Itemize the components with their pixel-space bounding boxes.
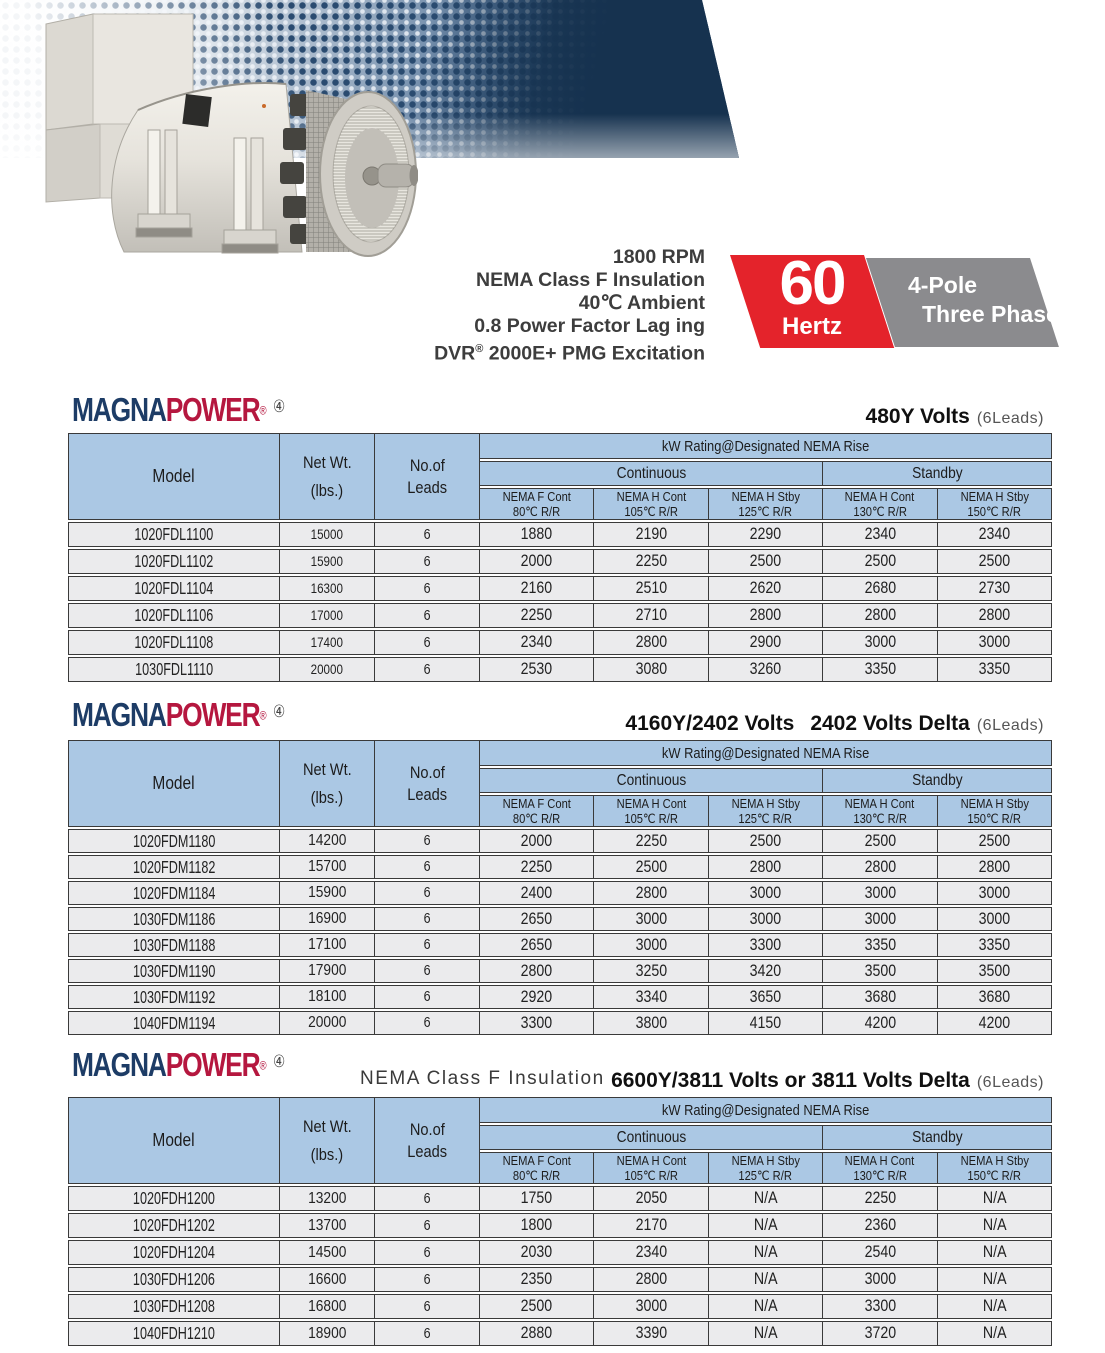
value-cell: 2880: [480, 1321, 594, 1346]
value-cell: 6: [375, 549, 480, 574]
value-cell: 14200: [280, 829, 375, 853]
leads-note: (6Leads): [976, 410, 1044, 427]
model-cell: 1020FDL1104: [68, 576, 280, 601]
table-title: 4160Y/2402 Volts 2402 Volts Delta (6Leads): [625, 712, 1044, 735]
value-cell: 6: [375, 657, 480, 682]
value-cell: 2350: [480, 1267, 594, 1292]
value-cell: 2160: [480, 576, 594, 601]
value-cell: 3350: [823, 657, 937, 682]
spec-line-insulation: NEMA Class F Insulation: [476, 269, 705, 291]
col-header-nema-h-stby-150: NEMA H Stby 150℃ R/R: [938, 795, 1052, 827]
model-cell: 1040FDH1210: [68, 1321, 280, 1346]
value-cell: 2030: [480, 1240, 594, 1265]
value-cell: 6: [375, 603, 480, 628]
table-title: 480Y Volts (6Leads): [865, 405, 1044, 428]
value-cell: 2800: [938, 855, 1052, 879]
value-cell: 2250: [594, 549, 708, 574]
value-cell: 15000: [280, 522, 375, 547]
col-header-net-weight: Net Wt. (lbs.): [280, 1097, 375, 1184]
value-cell: 2800: [594, 881, 708, 905]
col-header-leads: No.of Leads: [375, 740, 480, 827]
col-header-model: Model: [68, 433, 280, 520]
model-cell: 1020FDL1108: [68, 630, 280, 655]
model-cell: 1020FDL1106: [68, 603, 280, 628]
table-header: [68, 740, 1052, 827]
pole-phase-badge: [866, 258, 1059, 347]
value-cell: 20000: [280, 1011, 375, 1035]
value-cell: 3680: [938, 985, 1052, 1009]
value-cell: 3420: [709, 959, 823, 983]
value-cell: N/A: [938, 1267, 1052, 1292]
value-cell: 6: [375, 959, 480, 983]
value-cell: 3000: [594, 933, 708, 957]
table-title: 6600Y/3811 Volts or 3811 Volts Delta (6Leads): [611, 1069, 1044, 1092]
value-cell: 2900: [709, 630, 823, 655]
value-cell: 2500: [709, 829, 823, 853]
magnapower-logo: MAGNAPOWER® ④: [72, 1046, 286, 1083]
value-cell: 15900: [280, 881, 375, 905]
table-body: [68, 829, 1052, 1035]
col-header-nema-f-cont-80: NEMA F Cont 80℃ R/R: [480, 488, 594, 520]
col-header-kw-rating: kW Rating@Designated NEMA Rise: [480, 1097, 1052, 1123]
value-cell: 1750: [480, 1186, 594, 1211]
model-cell: 1030FDM1190: [68, 959, 280, 983]
value-cell: 16300: [280, 576, 375, 601]
value-cell: 2250: [480, 855, 594, 879]
value-cell: 3000: [938, 907, 1052, 931]
value-cell: 2620: [709, 576, 823, 601]
model-cell: 1020FDL1102: [68, 549, 280, 574]
value-cell: 2190: [594, 522, 708, 547]
hertz-unit: Hertz: [781, 313, 842, 340]
leads-note: (6Leads): [976, 717, 1044, 734]
model-cell: 1030FDL1110: [68, 657, 280, 682]
value-cell: 3000: [938, 630, 1052, 655]
value-cell: 20000: [280, 657, 375, 682]
value-cell: 16900: [280, 907, 375, 931]
value-cell: 2800: [709, 603, 823, 628]
col-header-leads: No.of Leads: [375, 433, 480, 520]
value-cell: 3500: [823, 959, 937, 983]
value-cell: 2500: [823, 829, 937, 853]
value-cell: 2680: [823, 576, 937, 601]
value-cell: 3300: [480, 1011, 594, 1035]
value-cell: 3000: [594, 1294, 708, 1319]
value-cell: 6: [375, 829, 480, 853]
table-body: [68, 522, 1052, 682]
value-cell: 3800: [594, 1011, 708, 1035]
value-cell: 2800: [823, 603, 937, 628]
value-cell: 6: [375, 1267, 480, 1292]
spec-line-rpm: 1800 RPM: [612, 246, 705, 268]
value-cell: 3720: [823, 1321, 937, 1346]
value-cell: 6: [375, 1011, 480, 1035]
value-cell: 2510: [594, 576, 708, 601]
value-cell: 15700: [280, 855, 375, 879]
pole-line: 4-Pole: [908, 272, 978, 298]
value-cell: 2000: [480, 829, 594, 853]
col-header-nema-h-stby-125: NEMA H Stby 125℃ R/R: [709, 488, 823, 520]
col-header-nema-h-cont-105: NEMA H Cont 105℃ R/R: [594, 488, 708, 520]
col-header-kw-rating: kW Rating@Designated NEMA Rise: [480, 433, 1052, 459]
value-cell: N/A: [938, 1321, 1052, 1346]
model-cell: 1020FDM1180: [68, 829, 280, 853]
value-cell: 17900: [280, 959, 375, 983]
leads-note: (6Leads): [976, 1074, 1044, 1091]
value-cell: 18100: [280, 985, 375, 1009]
value-cell: 4150: [709, 1011, 823, 1035]
value-cell: 2800: [938, 603, 1052, 628]
value-cell: 3390: [594, 1321, 708, 1346]
magnapower-logo: MAGNAPOWER® ④: [72, 391, 286, 428]
model-cell: 1030FDM1192: [68, 985, 280, 1009]
value-cell: 2050: [594, 1186, 708, 1211]
hertz-badge: [730, 249, 864, 348]
value-cell: 3000: [709, 907, 823, 931]
value-cell: 3000: [709, 881, 823, 905]
value-cell: 2500: [480, 1294, 594, 1319]
value-cell: N/A: [709, 1321, 823, 1346]
value-cell: 3300: [709, 933, 823, 957]
col-header-nema-h-stby-125: NEMA H Stby 125℃ R/R: [709, 1152, 823, 1184]
value-cell: 2800: [594, 630, 708, 655]
value-cell: 15900: [280, 549, 375, 574]
value-cell: 3340: [594, 985, 708, 1009]
value-cell: 2500: [823, 549, 937, 574]
registered-icon: ®: [259, 1058, 267, 1073]
value-cell: 6: [375, 907, 480, 931]
value-cell: 1880: [480, 522, 594, 547]
value-cell: 14500: [280, 1240, 375, 1265]
value-cell: N/A: [709, 1240, 823, 1265]
model-cell: 1030FDH1208: [68, 1294, 280, 1319]
value-cell: 17400: [280, 630, 375, 655]
value-cell: 2500: [709, 549, 823, 574]
value-cell: 13700: [280, 1213, 375, 1238]
table-header: [68, 433, 1052, 520]
col-header-standby: Standby: [823, 768, 1052, 793]
value-cell: 2540: [823, 1240, 937, 1265]
model-cell: 1030FDH1206: [68, 1267, 280, 1292]
value-cell: 2170: [594, 1213, 708, 1238]
value-cell: 3000: [594, 907, 708, 931]
value-cell: 3300: [823, 1294, 937, 1319]
value-cell: 2400: [480, 881, 594, 905]
model-cell: 1020FDL1100: [68, 522, 280, 547]
model-cell: 1040FDM1194: [68, 1011, 280, 1035]
value-cell: 3080: [594, 657, 708, 682]
value-cell: 18900: [280, 1321, 375, 1346]
col-header-nema-h-stby-150: NEMA H Stby 150℃ R/R: [938, 488, 1052, 520]
value-cell: 2800: [709, 855, 823, 879]
col-header-nema-h-cont-130: NEMA H Cont 130℃ R/R: [823, 488, 937, 520]
value-cell: 2290: [709, 522, 823, 547]
value-cell: 3350: [938, 933, 1052, 957]
value-cell: 13200: [280, 1186, 375, 1211]
value-cell: 4200: [823, 1011, 937, 1035]
col-header-nema-h-stby-125: NEMA H Stby 125℃ R/R: [709, 795, 823, 827]
value-cell: 1800: [480, 1213, 594, 1238]
value-cell: 2340: [823, 522, 937, 547]
model-cell: 1020FDH1204: [68, 1240, 280, 1265]
value-cell: 2710: [594, 603, 708, 628]
value-cell: 3260: [709, 657, 823, 682]
value-cell: 2340: [938, 522, 1052, 547]
spec-line-power-factor: 0.8 Power Factor Lag ing: [474, 315, 705, 337]
value-cell: 3250: [594, 959, 708, 983]
model-cell: 1020FDM1184: [68, 881, 280, 905]
value-cell: N/A: [709, 1267, 823, 1292]
value-cell: 2730: [938, 576, 1052, 601]
value-cell: 2800: [480, 959, 594, 983]
col-header-model: Model: [68, 1097, 280, 1184]
model-cell: 1030FDM1186: [68, 907, 280, 931]
value-cell: N/A: [709, 1186, 823, 1211]
value-cell: 3680: [823, 985, 937, 1009]
col-header-nema-h-cont-105: NEMA H Cont 105℃ R/R: [594, 795, 708, 827]
value-cell: 17000: [280, 603, 375, 628]
value-cell: 3350: [938, 657, 1052, 682]
value-cell: N/A: [938, 1240, 1052, 1265]
value-cell: 6: [375, 881, 480, 905]
value-cell: 2800: [823, 855, 937, 879]
value-cell: 2000: [480, 549, 594, 574]
col-header-leads: No.of Leads: [375, 1097, 480, 1184]
value-cell: 3000: [823, 1267, 937, 1292]
value-cell: 6: [375, 1321, 480, 1346]
value-cell: 3000: [823, 907, 937, 931]
value-cell: 2360: [823, 1213, 937, 1238]
value-cell: 2340: [480, 630, 594, 655]
table-header: [68, 1097, 1052, 1184]
model-cell: 1030FDM1188: [68, 933, 280, 957]
value-cell: 2650: [480, 933, 594, 957]
value-cell: 6: [375, 1213, 480, 1238]
value-cell: 3650: [709, 985, 823, 1009]
value-cell: 16800: [280, 1294, 375, 1319]
value-cell: 6: [375, 1240, 480, 1265]
col-header-net-weight: Net Wt. (lbs.): [280, 740, 375, 827]
magnapower-logo: MAGNAPOWER® ④: [72, 696, 286, 733]
col-header-continuous: Continuous: [480, 768, 823, 793]
spec-list: [434, 246, 705, 366]
value-cell: 6: [375, 933, 480, 957]
value-cell: 17100: [280, 933, 375, 957]
value-cell: 2250: [823, 1186, 937, 1211]
col-header-continuous: Continuous: [480, 461, 823, 486]
circled-4-icon: ④: [272, 702, 286, 721]
circled-4-icon: ④: [272, 397, 286, 416]
col-header-nema-h-stby-150: NEMA H Stby 150℃ R/R: [938, 1152, 1052, 1184]
value-cell: 2500: [938, 829, 1052, 853]
col-header-standby: Standby: [823, 461, 1052, 486]
col-header-standby: Standby: [823, 1125, 1052, 1150]
col-header-kw-rating: kW Rating@Designated NEMA Rise: [480, 740, 1052, 766]
value-cell: 4200: [938, 1011, 1052, 1035]
value-cell: N/A: [938, 1186, 1052, 1211]
value-cell: 3000: [938, 881, 1052, 905]
value-cell: N/A: [709, 1294, 823, 1319]
registered-icon: ®: [259, 403, 267, 418]
generator-photo: [38, 2, 418, 260]
col-header-nema-f-cont-80: NEMA F Cont 80℃ R/R: [480, 1152, 594, 1184]
value-cell: 2530: [480, 657, 594, 682]
value-cell: N/A: [938, 1294, 1052, 1319]
model-cell: 1020FDM1182: [68, 855, 280, 879]
value-cell: 6: [375, 855, 480, 879]
value-cell: 3350: [823, 933, 937, 957]
value-cell: N/A: [709, 1213, 823, 1238]
model-cell: 1020FDH1200: [68, 1186, 280, 1211]
registered-mark: ®: [475, 343, 484, 355]
value-cell: 6: [375, 630, 480, 655]
value-cell: 6: [375, 985, 480, 1009]
table-section-480y: [68, 391, 1052, 682]
value-cell: 16600: [280, 1267, 375, 1292]
value-cell: 6: [375, 1186, 480, 1211]
value-cell: 6: [375, 1294, 480, 1319]
table-section-4160y: [68, 696, 1052, 1035]
value-cell: 2250: [480, 603, 594, 628]
col-header-nema-h-cont-130: NEMA H Cont 130℃ R/R: [823, 1152, 937, 1184]
circled-4-icon: ④: [272, 1052, 286, 1071]
value-cell: 2340: [594, 1240, 708, 1265]
value-cell: 6: [375, 522, 480, 547]
registered-icon: ®: [259, 708, 267, 723]
value-cell: 2650: [480, 907, 594, 931]
value-cell: 6: [375, 576, 480, 601]
value-cell: 3500: [938, 959, 1052, 983]
col-header-net-weight: Net Wt. (lbs.): [280, 433, 375, 520]
col-header-nema-h-cont-130: NEMA H Cont 130℃ R/R: [823, 795, 937, 827]
spec-line-excitation: DVR® 2000E+ PMG Excitation: [434, 342, 705, 365]
value-cell: 2500: [594, 855, 708, 879]
col-header-nema-h-cont-105: NEMA H Cont 105℃ R/R: [594, 1152, 708, 1184]
pre-note: NEMA Class F Insulation: [360, 1068, 605, 1089]
spec-line-ambient: 40℃ Ambient: [578, 292, 705, 314]
value-cell: 3000: [823, 630, 937, 655]
col-header-continuous: Continuous: [480, 1125, 823, 1150]
value-cell: N/A: [938, 1213, 1052, 1238]
table-section-6600y: [68, 1046, 1052, 1346]
table-body: [68, 1186, 1052, 1346]
col-header-model: Model: [68, 740, 280, 827]
value-cell: 3000: [823, 881, 937, 905]
value-cell: 2500: [938, 549, 1052, 574]
value-cell: 2800: [594, 1267, 708, 1292]
phase-line: Three Phase: [922, 301, 1059, 327]
col-header-nema-f-cont-80: NEMA F Cont 80℃ R/R: [480, 795, 594, 827]
value-cell: 2920: [480, 985, 594, 1009]
model-cell: 1020FDH1202: [68, 1213, 280, 1238]
hertz-value: 60: [779, 249, 845, 318]
value-cell: 2250: [594, 829, 708, 853]
